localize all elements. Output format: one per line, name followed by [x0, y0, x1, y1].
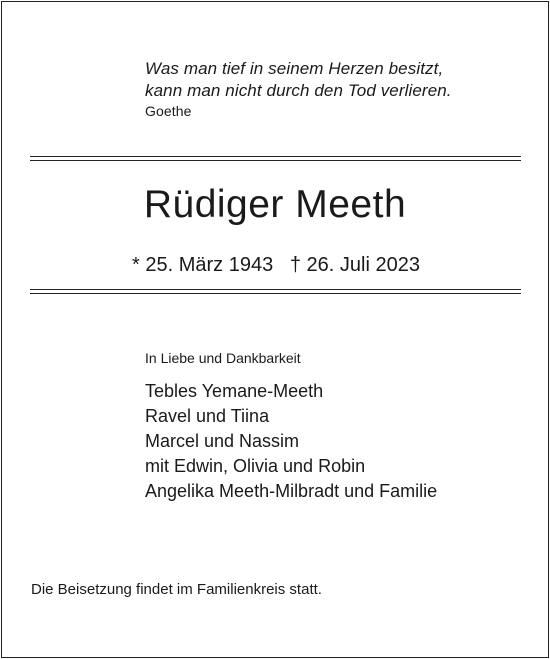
quote-author: Goethe	[145, 103, 192, 119]
mourner-name: Marcel und Nassim	[145, 431, 300, 451]
mourner-name: mit Edwin, Olivia und Robin	[145, 456, 366, 476]
memorial-quote	[145, 58, 452, 120]
quote-line-1: Was man tief in seinem Herzen besitzt,	[145, 59, 444, 78]
top-divider	[30, 156, 521, 161]
mourner-name: Ravel und Tiina	[145, 406, 270, 426]
mourner-name: Angelika Meeth-Milbradt und Familie	[145, 481, 438, 501]
funeral-note: Die Beisetzung findet im Familienkreis statt.	[31, 581, 322, 598]
deceased-name: Rüdiger Meeth	[143, 183, 407, 226]
quote-line-2: kann man nicht durch den Tod verlieren.	[145, 81, 452, 100]
bottom-divider	[30, 289, 521, 294]
life-dates	[0, 252, 550, 278]
birth-date: * 25. März 1943	[132, 254, 274, 276]
mourners-list	[145, 379, 437, 504]
mourners-intro: In Liebe und Dankbarkeit	[145, 350, 301, 366]
mourner-name: Tebles Yemane-Meeth	[145, 381, 324, 401]
death-date: † 26. Juli 2023	[289, 254, 420, 276]
